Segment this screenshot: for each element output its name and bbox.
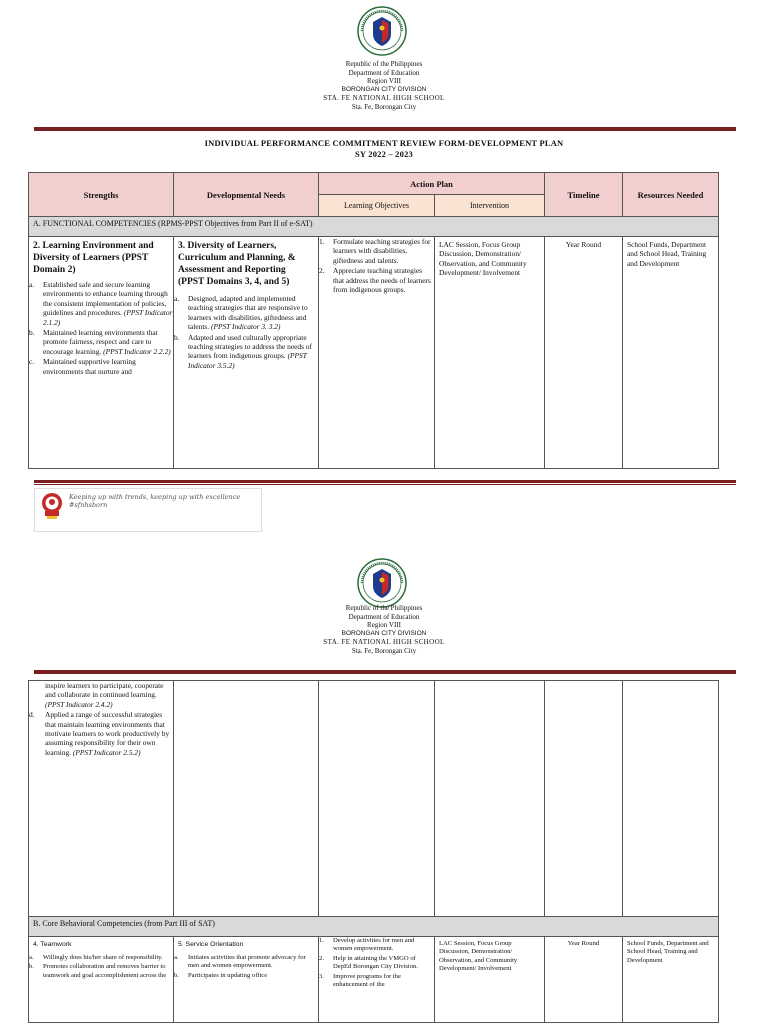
list-item: b. Maintained learning environments that promote fairness, respect and care to encourage learning. (PPST Indicator 2.2.2) [29,328,171,356]
need-list [174,292,318,370]
header-strengths: Strengths [29,173,174,217]
list-item: a. Established safe and secure learning environments to enhance learning through the consistent implementation of policies, guidelines and procedures. (PPST Indicator 2.1.2) [29,280,173,327]
footer-banner [34,488,262,532]
intervention-cell [435,681,545,917]
list-item: inspire learners to participate, cooperate and collaborate in continued learning. (PPST Indicator 2.4.2) [45,681,164,709]
learning-objectives-cell [319,237,435,469]
list-item: 1. Formulate teaching strategies for learners with disabilities, giftedness and talents. [319,237,431,265]
list-item: c. Maintained supportive learning environments that nurture and [29,357,136,376]
header-address: Sta. Fe, Borongan City [351,646,417,655]
development-plan-table [28,172,719,469]
section-core-behavioral-competencies: B. Core Behavioral Competencies (from Part III of SAT) [29,917,719,937]
form-title-year: SY 2022 – 2023 [355,149,413,159]
header-action-plan: Action Plan [319,173,545,195]
table-row [29,237,719,469]
developmental-needs-cell [174,681,319,917]
list-item: 3. Improve programs for the enhancement of the [319,972,401,989]
header-region: Region VIII [367,621,401,630]
resources-cell: School Funds, Department and School Head, Training and Development [623,237,719,469]
strength-list [29,681,173,757]
header-timeline: Timeline [545,173,623,217]
timeline-cell [545,681,623,917]
timeline-cell: Year Round [545,937,623,1023]
school-header [0,60,768,112]
footer-motto [69,493,240,509]
table-row [29,937,719,1023]
objectives-list [319,237,434,294]
form-title-main: INDIVIDUAL PERFORMANCE COMMITMENT REVIEW FORM-DEVELOPMENT PLAN [204,138,564,148]
header-region: Region VIII [367,77,401,86]
learning-objectives-cell [319,937,435,1023]
header-divider [34,127,736,131]
resources-cell [623,681,719,917]
footer-hashtag: #sfnhsborn [69,501,108,509]
list-item: b. Adapted and used culturally appropriate teaching strategies to address the needs of learners from indigenous groups. (PPST Indicator 3.5.2) [174,332,312,370]
objectives-list [319,937,434,989]
form-title [0,138,768,160]
school-header [0,604,768,656]
strengths-cell [29,237,174,469]
need-title: 3. Diversity of Learners, Curriculum and Planning, & Assessment and Reporting (PPST Domains 3, 4, and 5) [178,241,296,287]
need-title: 5. Service Orientation [178,941,244,948]
header-intervention: Intervention [435,195,545,217]
developmental-needs-cell [174,937,319,1023]
header-republic: Republic of the Philippines [345,60,423,68]
strength-title: 4. Teamwork [33,941,72,948]
timeline-cell: Year Round [545,237,623,469]
footer-motto-line: Keeping up with trends, keeping up with excellence [69,493,241,501]
strength-title: 2. Learning Environment and Diversity of Learners (PPST Domain 2) [33,241,154,275]
strength-list [29,954,173,980]
deped-seal-icon [357,558,407,608]
header-division: BORONGAN CITY DIVISION [341,85,427,93]
list-item: b. Participates in updating office [174,971,268,979]
learning-objectives-cell [319,681,435,917]
intervention-cell: LAC Session, Focus Group Discussion, Demonstration/ Observation, and Community Development/ Involvement [435,237,545,469]
section-functional-competencies: A. FUNCTIONAL COMPETENCIES (RPMS-PPST Objectives from Part II of e-SAT) [29,217,719,237]
header-developmental-needs: Developmental Needs [174,173,319,217]
header-address: Sta. Fe, Borongan City [351,102,417,111]
strengths-cell [29,937,174,1023]
header-school: STA. FE NATIONAL HIGH SCHOOL [323,638,445,647]
intervention-cell: LAC Session, Focus Group Discussion, Demonstration/ Observation, and Community Development/ Involvement [435,937,545,1023]
header-division: BORONGAN CITY DIVISION [341,629,427,637]
header-learning-objectives: Learning Objectives [319,195,435,217]
school-logo-icon [37,491,67,521]
header-department: Department of Education [348,612,420,621]
list-item: 2. Help in attaining the VMGO of DepEd Borongan City Division. [319,954,418,971]
developmental-needs-cell [174,237,319,469]
header-republic: Republic of the Philippines [345,604,423,612]
header-school: STA. FE NATIONAL HIGH SCHOOL [323,94,445,103]
table-row [29,681,719,917]
header-department: Department of Education [348,68,420,77]
deped-seal-icon [357,6,407,56]
list-item: d. Applied a range of successful strategies that maintain learning environments that motivate learners to work productively by assuming responsibility for their own learning. (PPST Indicator 2.5.2) [29,710,170,757]
strength-list [29,280,173,376]
header-resources: Resources Needed [623,173,719,217]
footer-divider [34,480,736,485]
strengths-cell [29,681,174,917]
resources-cell: School Funds, Department and School Head, Training and Development [623,937,719,1023]
need-list [174,954,318,980]
development-plan-table-continued [28,680,719,1023]
header-divider [34,670,736,674]
list-item: a. Designed, adapted and implemented teaching strategies that are responsive to learners with disabilities, giftedness and talents. (PPST Indicator 3. 3.2) [174,294,308,332]
list-item: a. Willingly does his/her share of responsibility. [29,954,163,961]
list-item: b. Promotes collaboration and removes barrier to teamwork and goal accomplishment across the [29,963,167,979]
list-item: 2. Appreciate teaching strategies that address the needs of learners from indigenous groups. [319,266,431,295]
list-item: 1. Develop activities for men and women empowerment. [319,937,415,953]
list-item: a. Initiates activities that promote advocacy for men and women empowerment. [174,954,306,970]
